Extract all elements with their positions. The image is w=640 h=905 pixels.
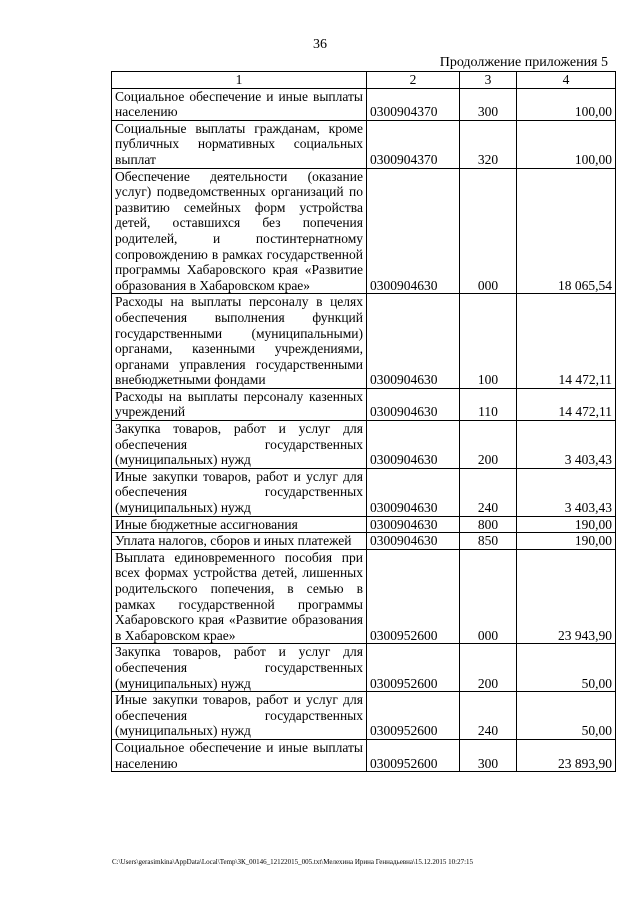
table-row	[112, 120, 616, 168]
row-type: 200	[460, 421, 517, 469]
row-code: 0300904630	[367, 168, 460, 294]
row-name: Закупка товаров, работ и услуг для обеспечения государственных (муниципальных) нужд	[112, 644, 367, 692]
table-row	[112, 516, 616, 533]
row-code: 0300904630	[367, 294, 460, 389]
row-amount: 50,00	[517, 644, 616, 692]
row-amount: 190,00	[517, 516, 616, 533]
row-code: 0300904370	[367, 88, 460, 120]
row-code: 0300952600	[367, 692, 460, 740]
row-name: Расходы на выплаты персоналу казенных учреждений	[112, 388, 367, 420]
table-row	[112, 388, 616, 420]
row-amount: 23 893,90	[517, 739, 616, 771]
row-name: Уплата налогов, сборов и иных платежей	[112, 533, 367, 550]
row-name: Обеспечение деятельности (оказание услуг) подведомственных организаций по развитию семейных форм устройства детей, оставшихся без попечения родителей, и постинтернатному сопровождению в рамках государственной программы Хабаровского края «Развитие образования в Хабаровском крае»	[112, 168, 367, 294]
row-amount: 14 472,11	[517, 294, 616, 389]
row-code: 0300904630	[367, 388, 460, 420]
row-type: 240	[460, 692, 517, 740]
row-name: Закупка товаров, работ и услуг для обеспечения государственных (муниципальных) нужд	[112, 421, 367, 469]
column-header: 1	[112, 72, 367, 89]
column-header: 4	[517, 72, 616, 89]
table-row	[112, 549, 616, 644]
row-amount: 100,00	[517, 88, 616, 120]
table-row	[112, 468, 616, 516]
row-name: Расходы на выплаты персоналу в целях обеспечения выполнения функций государственными (муниципальными) органами, казенными учреждениями, органами управления государственными внебюджетными фондами	[112, 294, 367, 389]
page-number: 36	[313, 37, 327, 52]
column-header: 3	[460, 72, 517, 89]
row-amount: 23 943,90	[517, 549, 616, 644]
budget-table	[111, 71, 616, 772]
row-type: 200	[460, 644, 517, 692]
table-row	[112, 644, 616, 692]
row-name: Социальные выплаты гражданам, кроме публичных нормативных социальных выплат	[112, 120, 367, 168]
row-amount: 3 403,43	[517, 468, 616, 516]
row-name: Иные закупки товаров, работ и услуг для обеспечения государственных (муниципальных) нужд	[112, 468, 367, 516]
row-name: Иные закупки товаров, работ и услуг для обеспечения государственных (муниципальных) нужд	[112, 692, 367, 740]
row-amount: 100,00	[517, 120, 616, 168]
table-row	[112, 692, 616, 740]
row-name: Выплата единовременного пособия при всех формах устройства детей, лишенных родительского попечения, в семью в рамках государственной программы Хабаровского края «Развитие образования в Хабаровском крае»	[112, 549, 367, 644]
row-amount: 3 403,43	[517, 421, 616, 469]
table-row	[112, 533, 616, 550]
table-row	[112, 168, 616, 294]
row-name: Социальное обеспечение и иные выплаты населению	[112, 88, 367, 120]
row-code: 0300904630	[367, 468, 460, 516]
row-type: 000	[460, 549, 517, 644]
table-row	[112, 421, 616, 469]
row-type: 000	[460, 168, 517, 294]
row-code: 0300952600	[367, 549, 460, 644]
column-header: 2	[367, 72, 460, 89]
table-row	[112, 294, 616, 389]
row-code: 0300952600	[367, 644, 460, 692]
row-type: 100	[460, 294, 517, 389]
row-type: 110	[460, 388, 517, 420]
row-type: 240	[460, 468, 517, 516]
row-amount: 50,00	[517, 692, 616, 740]
row-name: Иные бюджетные ассигнования	[112, 516, 367, 533]
row-type: 800	[460, 516, 517, 533]
footer-file-path: C:\Users\gerasimkina\AppData\Local\Temp\ЗК_00146_12122015_005.txt\Мелехина Ирина Геннадьевна\15.12.2015 10:27:15	[112, 858, 474, 866]
row-code: 0300904630	[367, 516, 460, 533]
continuation-label: Продолжение приложения 5	[439, 55, 608, 70]
table-row	[112, 88, 616, 120]
row-type: 300	[460, 88, 517, 120]
row-code: 0300952600	[367, 739, 460, 771]
row-amount: 190,00	[517, 533, 616, 550]
row-type: 300	[460, 739, 517, 771]
row-type: 320	[460, 120, 517, 168]
row-name: Социальное обеспечение и иные выплаты населению	[112, 739, 367, 771]
row-amount: 18 065,54	[517, 168, 616, 294]
row-type: 850	[460, 533, 517, 550]
row-code: 0300904370	[367, 120, 460, 168]
header-row	[112, 72, 616, 89]
row-amount: 14 472,11	[517, 388, 616, 420]
row-code: 0300904630	[367, 421, 460, 469]
row-code: 0300904630	[367, 533, 460, 550]
table-row	[112, 739, 616, 771]
